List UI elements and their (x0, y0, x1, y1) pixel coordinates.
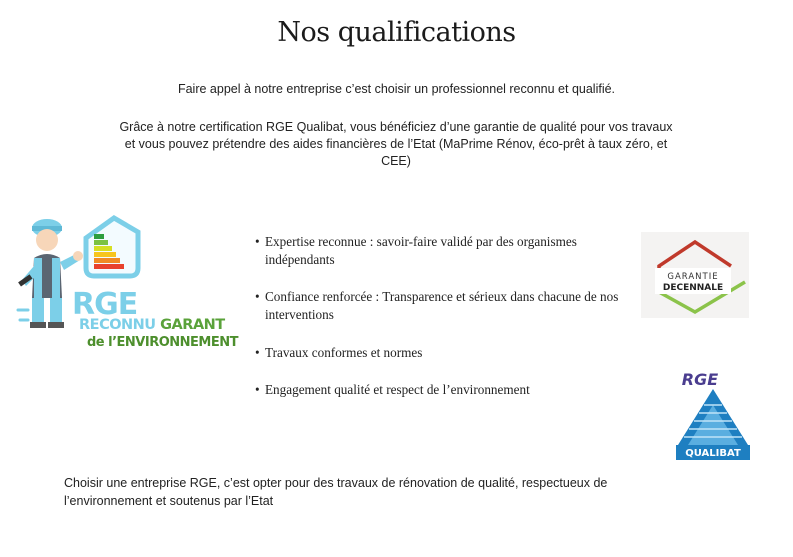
rge-logo-tagline (79, 317, 225, 333)
feature-item: • Expertise reconnue : savoir-faire validé par des organismes indépendants (255, 233, 635, 269)
certification-paragraph: Grâce à notre certification RGE Qualibat, vous bénéficiez d’une garantie de qualité pour vos travaux et vous pouvez prétendre des aides financières de l’Etat (MaPrime Rénov, éco-prêt à taux zéro, et CEE) (119, 120, 673, 168)
feature-item: • Travaux conformes et normes (255, 344, 635, 362)
closing-paragraph: Choisir une entreprise RGE, c’est opter pour des travaux de rénovation de qualité, respectueux de l’environnement et soutenus par l’Etat (64, 476, 608, 508)
qualibat-name: QUALIBAT (685, 448, 741, 459)
intro-paragraph: Faire appel à notre entreprise c’est choisir un professionnel reconnu et qualifié. (177, 82, 616, 96)
feature-item: • Engagement qualité et respect de l’environnement (255, 381, 635, 399)
rge-logo-word: RGE (72, 287, 138, 322)
decennale-line2: DECENNALE (662, 283, 724, 293)
rge-qualibat-logo (676, 367, 750, 460)
page-title: Nos qualifications (277, 17, 516, 48)
rge-logo-tagline-b: GARANT (160, 317, 225, 333)
rge-logo-tagline-a: RECONNU (79, 317, 156, 333)
decennale-line1: GARANTIE (667, 272, 719, 282)
qualibat-rge-word: RGE (681, 370, 719, 389)
feature-item: • Confiance renforcée : Transparence et sérieux dans chacune de nos interventions (255, 288, 635, 324)
rge-logo-subtitle: de l’ENVIRONNEMENT (87, 335, 238, 350)
garantie-decennale-logo (641, 232, 749, 318)
features-list (255, 233, 635, 399)
